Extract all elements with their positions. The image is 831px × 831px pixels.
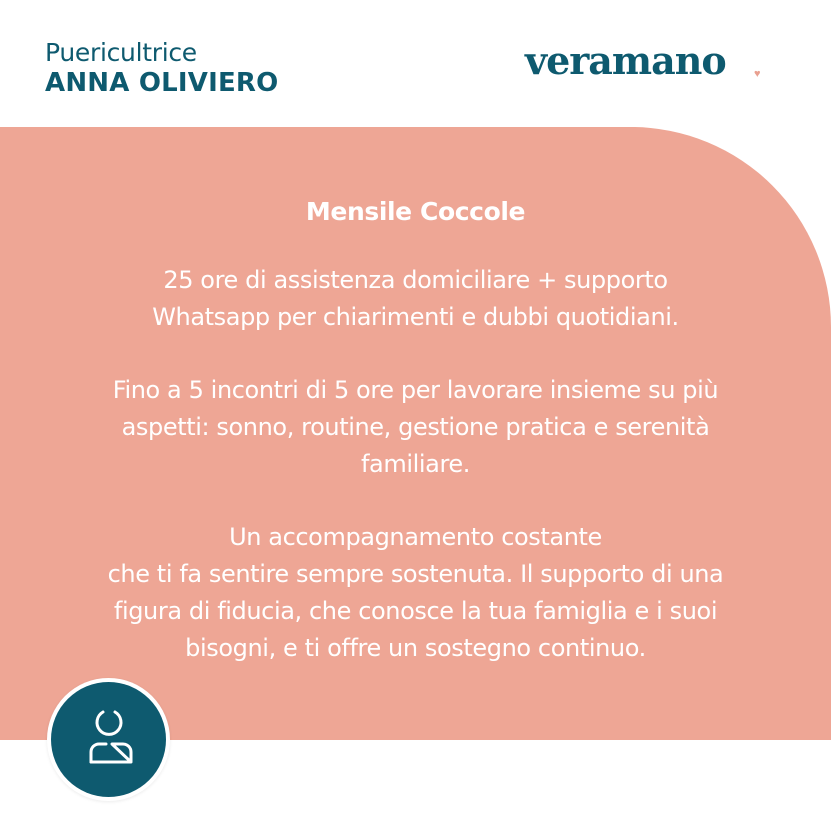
paragraph-2-line-1: Fino a 5 incontri di 5 ore per lavorare insieme su più [112,376,719,404]
paragraph-2-line-2: aspetti: sonno, routine, gestione pratica e serenità [121,413,710,441]
heart-icon: ♥ [754,68,761,80]
header-name: ANNA OLIVIERO [45,68,279,98]
paragraph-3-line-4: bisogni, e ti offre un sostegno continuo. [185,634,646,662]
paragraph-3 [40,519,791,667]
avatar [47,678,170,801]
panel-title: Mensile Coccole [305,197,526,226]
panel-content [40,190,791,667]
header-role: Puericultrice [45,38,197,67]
paragraph-3-line-1: Un accompagnamento costante [229,523,602,551]
user-icon [51,682,166,797]
avatar-circle [51,682,166,797]
paragraph-2 [40,372,791,483]
brand-logo: veramano [525,38,726,83]
paragraph-1-line-2: Whatsapp per chiarimenti e dubbi quotidiani. [152,303,679,331]
paragraph-3-line-2: che ti fa sentire sempre sostenuta. Il supporto di una [107,560,724,588]
paragraph-3-line-3: figura di fiducia, che conosce la tua famiglia e i suoi [113,597,718,625]
paragraph-2-line-3: familiare. [361,450,470,478]
paragraph-1 [40,262,791,336]
paragraph-1-line-1: 25 ore di assistenza domiciliare + supporto [163,266,668,294]
